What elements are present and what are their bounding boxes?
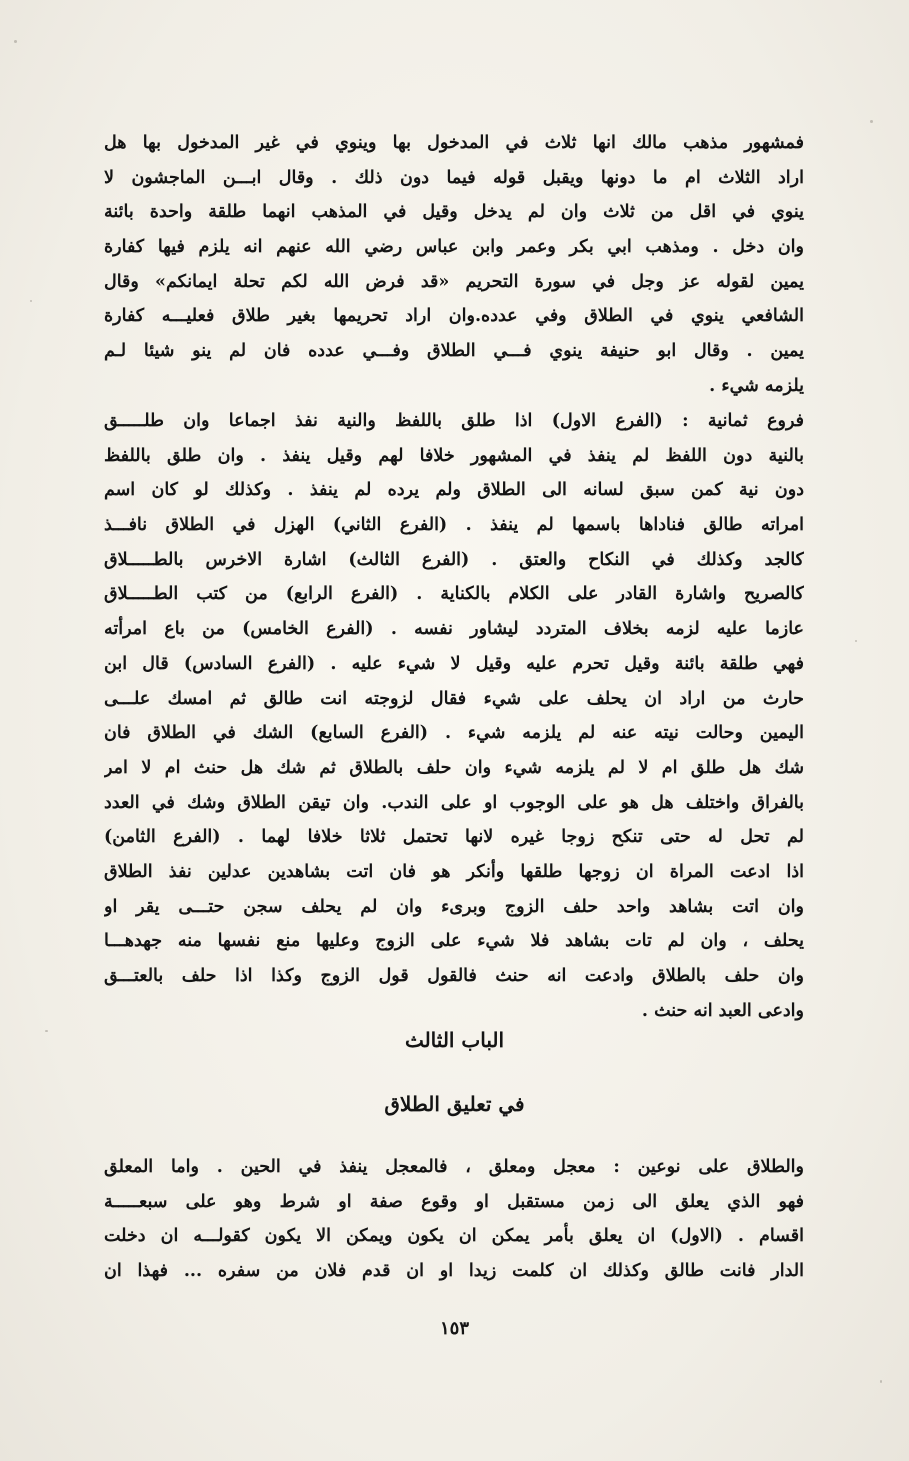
text-line: فمشهور مذهب مالك انها ثلاث في المدخول بها وينوي في غير المدخول بها هل <box>104 133 804 153</box>
text-line: وان دخل . ومذهب ابي بكر وعمر وابن عباس رضي الله عنهم انه يلزم فيها كفارة <box>104 237 804 258</box>
scan-speck <box>14 40 17 43</box>
text-line: بالنية دون اللفظ لم ينفذ في المشهور خلافا لهم وقيل ينفذ . وان طلق باللفظ <box>104 445 804 466</box>
text-line: يلزمه شيء . <box>709 375 804 396</box>
section-lead: فروع ثمانية : <box>682 411 804 431</box>
scan-speck <box>30 300 32 302</box>
text-line: والطلاق على نوعين : معجل ومعلق ، فالمعجل ينفذ في الحين . واما المعلق <box>104 1157 804 1177</box>
text-line: الدار فانت طالق وكذلك ان كلمت زيدا او ان قدم فلان من سفره ... فهذا ان <box>104 1261 804 1282</box>
text-line: شك هل طلق ام لا لم يلزمه شيء وان حلف بالطلاق ثم شك هل حنث ام لا امر <box>104 757 804 778</box>
page-number: ١٥٣ <box>439 1318 469 1339</box>
paragraph-furu <box>104 404 804 1028</box>
text-line: دون نية كمن سبق لسانه الى الطلاق ولم يرده لم ينفذ . وكذلك لو كان اسم <box>104 480 804 501</box>
text-line: اليمين وحالت نيته عنه لم يلزمه شيء . (الفرع السابع) الشك في الطلاق فان <box>104 723 804 744</box>
text-line: حارث من اراد ان يحلف على شيء فقال لزوجته انت طالق ثم امسك علـــى <box>104 688 804 709</box>
text-line: يمين لقوله عز وجل في سورة التحريم «قد فرض الله لكم تحلة ايمانكم» وقال <box>104 271 804 292</box>
scan-speck <box>870 120 873 123</box>
text-line <box>104 404 804 439</box>
scan-speck <box>855 640 857 642</box>
text-line: امراته طالق فناداها باسمها لم ينفذ . (الفرع الثاني) الهزل في الطلاق نافـــذ <box>104 515 804 536</box>
text-line: كالجد وكذلك في النكاح والعتق . (الفرع الثالث) اشارة الاخرس بالطـــــلاق <box>104 549 804 570</box>
text-line-rest: (الفرع الاول) اذا طلق باللفظ والنية نفذ اجماعا وان طلـــــق <box>104 411 683 431</box>
text-line: يمين . وقال ابو حنيفة ينوي فـــي الطلاق وفـــي عدده فان لم ينو شيئا لـم <box>104 341 804 362</box>
text-line: كالصريح واشارة القادر على الكلام بالكناية . (الفرع الرابع) من كتب الطـــــلاق <box>104 584 804 605</box>
paragraph-mashhur <box>104 126 804 404</box>
text-line: يحلف ، وان لم تات بشاهد فلا شيء على الزوج وعليها منع نفسها منه جهدهـــا <box>104 931 804 952</box>
text-line: لم تحل له حتى تنكح زوجا غيره لانها تحتمل ثلاثا خلافا لهما . (الفرع الثامن) <box>104 827 804 848</box>
text-line: ينوي في اقل من ثلاث وان لم يدخل وقيل في المذهب انهما طلقة واحدة بائنة <box>104 202 804 223</box>
text-line: عازما عليه لزمه بخلاف المتردد ليشاور نفسه . (الفرع الخامس) من باع امرأته <box>104 619 804 640</box>
text-line: وادعى العبد انه حنث . <box>641 1000 804 1021</box>
chapter-title: الباب الثالث <box>404 1028 505 1052</box>
text-line: الشافعي ينوي في الطلاق وفي عدده.وان اراد تحريمها بغير طلاق فعليـــه كفارة <box>104 306 804 327</box>
paragraph-talaq-types <box>104 1150 804 1289</box>
text-line: وان حلف بالطلاق وادعت انه حنث فالقول قول الزوج وكذا اذا حلف بالعتـــق <box>104 966 804 986</box>
text-line: اراد الثلاث ام ما دونها ويقبل قوله فيما دون ذلك . وقال ابـــن الماجشون لا <box>104 167 804 188</box>
scan-speck <box>880 1380 882 1383</box>
text-line: بالفراق واختلف هل هو على الوجوب او على الندب. وان تيقن الطلاق وشك في العدد <box>104 792 804 813</box>
text-line: اقسام . (الاول) ان يعلق بأمر يمكن ان يكون ويمكن الا يكون كقولـــه ان دخلت <box>104 1226 804 1247</box>
text-line: اذا ادعت المراة ان زوجها طلقها وأنكر هو فان اتت بشاهدين عدلين نفذ الطلاق <box>104 861 804 882</box>
text-line: فهو الذي يعلق الى زمن مستقبل او وقوع صفة او شرط وهو على سبعـــــة <box>104 1191 804 1212</box>
text-line: فهي طلقة بائنة وقيل تحرم عليه وقيل لا شيء عليه . (الفرع السادس) قال ابن <box>104 653 804 674</box>
chapter-subtitle: في تعليق الطلاق <box>384 1092 525 1116</box>
text-line: وان اتت بشاهد واحد حلف الزوج وبرىء وان لم يحلف سجن حتـــى يقر او <box>104 896 804 917</box>
